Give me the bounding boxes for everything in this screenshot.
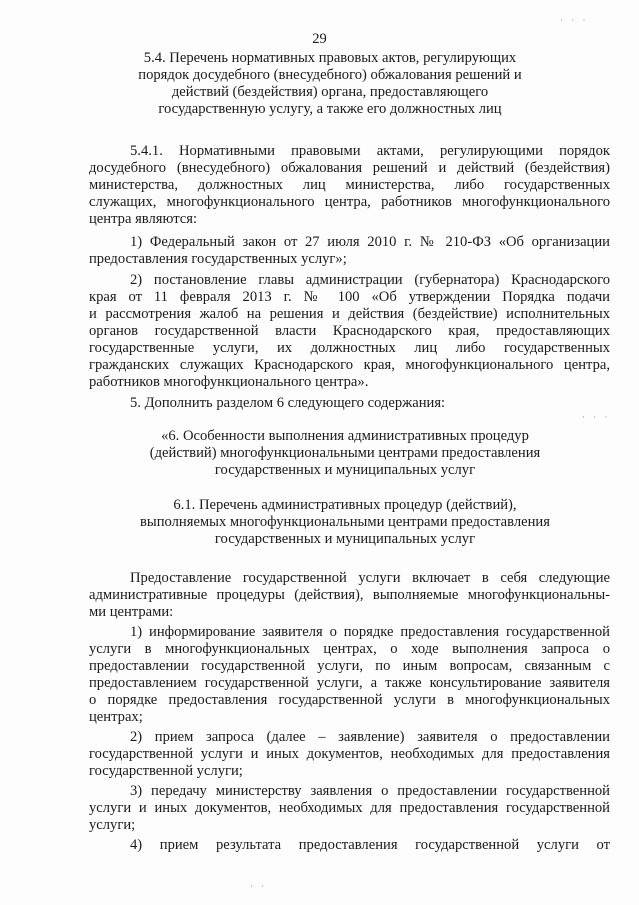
text-line: работников многофункционального центра». [89,374,369,390]
heading-line: «6. Особенности выполнения административных процедур [161,428,529,444]
text-line: предоставлении государственной услуги, по иным вопросам, связанным с [89,658,610,674]
text-line: услуги; [89,817,136,833]
text-line: Предоставление государственной услуги включает в себя следующие [130,570,610,586]
text-line: министерства, должностных лиц министерства, либо государственных [89,177,610,193]
heading-line: 6.1. Перечень административных процедур (действий), [173,497,517,513]
text-line: 3) передачу министерству заявления о предоставлении государственной [130,783,610,799]
text-line: административные процедуры (действия), выполняемые многофункциональны- [89,587,610,603]
text-line: о порядке предоставления государственной услуги в многофункциональных [89,692,610,708]
text-line: ми центрами: [89,604,174,620]
text-line: 1) информирование заявителя о порядке предоставления государственной [130,624,610,640]
text-line: 4) прием результата предоставления государственной услуги от [130,837,610,853]
scan-artifact: · · · [560,15,589,25]
text-line: государственной услуги; [89,763,243,779]
scan-artifact: · · · [582,412,611,422]
section-heading-6 [110,428,580,479]
heading-line: государственных и муниципальных услуг [214,462,476,478]
text-line: 2) прием запроса (далее – заявление) заявителя о предоставлении [130,729,610,745]
page-number: 29 [312,31,327,47]
text-line: края от 11 февраля 2013 г. № 100 «Об утверждении Порядка подачи [89,289,610,305]
text-line: услуги в многофункциональных центрах, о ходе выполнения запроса о [89,641,610,657]
heading-line: порядок досудебного (внесудебного) обжалования решений и [138,67,522,83]
text-line: 5.4.1. Нормативными правовыми актами, регулирующими порядок [130,143,610,159]
section-heading-5-4 [120,50,540,118]
heading-line: (действий) многофункциональными центрами предоставления [149,445,541,461]
text-line: предоставлением государственной услуги, а также консультирование заявителя [89,675,610,691]
text-line: органов государственной власти Краснодарского края, предоставляющих [89,323,610,339]
heading-line: государственную услугу, а также его должностных лиц [158,101,502,117]
heading-line: 5.4. Перечень нормативных правовых актов, регулирующих [143,50,517,66]
text-line: предоставления государственных услуг»; [89,251,347,267]
text-line: досудебного (внесудебного) обжалования решений и действий (бездействия) [89,160,610,176]
heading-line: выполняемых многофункциональными центрами предоставления [140,514,550,530]
text-line: и рассмотрения жалоб на решения и действия (бездействие) исполнительных [89,306,610,322]
scan-artifact: · · [250,881,268,891]
text-line: гражданских служащих Краснодарского края, многофункционального центра, [89,357,610,373]
text-line: центрах; [89,709,143,725]
text-line: государственные услуги, их должностных лиц либо государственных [89,340,610,356]
heading-line: государственных и муниципальных услуг [214,531,476,547]
text-line: 2) постановление главы администрации (губернатора) Краснодарского [130,272,610,288]
heading-line: действий (бездействия) органа, предоставляющего [171,84,489,100]
text-line: государственной услуги и иных документов, необходимых для предоставления [89,746,610,762]
text-line: центра являются: [89,211,197,227]
text-line: 1) Федеральный закон от 27 июля 2010 г. № 210-ФЗ «Об организации [130,234,610,250]
section-heading-6-1 [120,497,570,548]
text-line: услуги и иных документов, необходимых для предоставления государственной [89,800,610,816]
text-line: служащих, многофункционального центра, работников многофункционального [89,194,610,210]
text-line: 5. Дополнить разделом 6 следующего содержания: [130,395,446,411]
